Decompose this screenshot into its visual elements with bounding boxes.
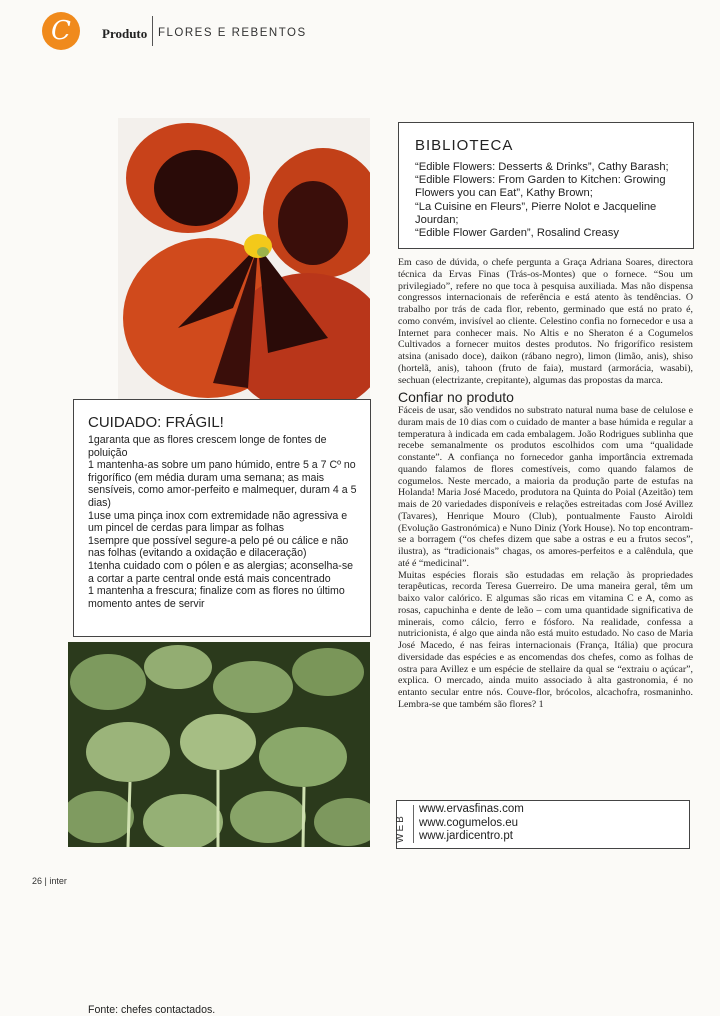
biblioteca-title: BIBLIOTECA: [415, 137, 514, 154]
logo-letter: C: [51, 16, 71, 46]
biblioteca-box: [398, 122, 694, 249]
cuidado-fragil-box: [73, 399, 371, 1016]
care-tip: 1 mantenha a frescura; finalize com as flores no último momento antes de servir: [88, 585, 345, 610]
book-entry: “La Cuisine en Fleurs”, Pierre Nolot e Jacqueline Jourdan;: [415, 200, 657, 226]
subsection-label: FLORES E REBENTOS: [158, 27, 307, 39]
book-entry: “Edible Flower Garden”, Rosalind Creasy: [415, 227, 619, 240]
care-tips-list: [88, 434, 360, 610]
article-paragraph: Muitas espécies florais são estudadas em relação às propriedades terapêuticas, recorda Teresa Guerreiro. De uma maneira geral, têm um baixo valor calórico. E algumas são ricas em vitamina C e A, como as rosas, capuchinha e dente de leão – com uma quantidade significativa de minerais, como cálcio, ferro e fósforo. Na realidade, confessa a nutricionista, é algo que ainda não está muito estudado. No caso de Maria José Macedo, é nas feiras internacionais (França, Itália) que procura diversidade das espécies e as encomendas dos chefes, como as folhas de ostra para Avillez e um espécie de stellaire da qual se “extraiu o açúcar”, explica. O mercado, ainda muito associado à alta gastronomia, é no entanto secular entre nós. Couve-flor, brócolos, alcachofra, rosmaninho. Lembra-se que também são flores? 1: [398, 569, 693, 710]
web-divider: [413, 805, 414, 843]
page-number: 26: [32, 876, 43, 886]
biblioteca-list: [415, 161, 689, 240]
care-tip: 1 mantenha-as sobre um pano húmido, entre 5 a 7 Cº no frigorífico (em média duram uma semana; as mais sensíveis, como amor-perfeito e malmequer, duram 4 a 5 dias): [88, 459, 357, 509]
book-entry: “Edible Flowers: Desserts & Drinks”, Cathy Barash;: [415, 161, 669, 173]
green-sprouts-photo: [68, 642, 370, 847]
web-link[interactable]: www.jardicentro.pt: [419, 830, 513, 842]
header-divider: [152, 16, 153, 46]
article-body: [398, 257, 693, 711]
web-label: WEB: [395, 814, 406, 843]
magazine-logo: [42, 12, 80, 50]
care-tip: 1garanta que as flores crescem longe de fontes de poluição: [88, 434, 327, 459]
pansy-flower-illustration: [118, 118, 370, 400]
pansy-flower-photo: [118, 118, 370, 400]
care-tip: 1use uma pinça inox com extremidade não agressiva e um pincel de cerdas para limpar as folhas: [88, 509, 348, 535]
book-entry: “Edible Flowers: From Garden to Kitchen: Growing Flowers you can Eat”, Kathy Brown;: [415, 174, 666, 200]
web-link[interactable]: www.cogumelos.eu: [419, 816, 519, 829]
section-label: Produto: [102, 26, 148, 41]
care-tip: 1tenha cuidado com o pólen e as alergias; aconselha-se a cortar a parte central onde está mais concentrado: [88, 559, 354, 585]
footer-separator: |: [44, 876, 47, 886]
page-footer: [32, 876, 67, 886]
article-paragraph: Em caso de dúvida, o chefe pergunta a Graça Adriana Soares, directora técnica da Ervas Finas (Trás-os-Montes) que o fornece. “Sou um privilegiado”, refere no que toca à pesquisa auxiliada. Mas não dispensa congressos internacionais de referência e está atento às tendências. O trabalho por trás de cada flor, rebento, germinado que está no prato é, como convém, invisível ao cliente. Celestino confia no fornecedor e usa a Internet para conhecer mais. No Altis e no Sheraton é a Cogumelos Cultivados a fornecer muitos destes produtos. No frigorífico resistem atsina (anisado doce), daikon (rábano negro), limon (limão, anis), shiso (hortelã, anis), tahoon (fruto de faia), mustard (armorácia, wasabi), sechuan (electrizante, crepitante), algumas das propostas da marca.: [398, 257, 693, 386]
article-subheading: Confiar no produto: [398, 389, 514, 406]
care-tip: 1sempre que possível segure-a pelo pé ou cálice e não nas folhas (evitando a oxidação e dilaceração): [88, 534, 349, 560]
web-link[interactable]: www.ervasfinas.com: [419, 803, 524, 815]
sprouts-illustration: [68, 642, 370, 847]
source-note: Fonte: chefes contactados.: [88, 1004, 216, 1016]
web-url-list: [419, 803, 524, 844]
article-paragraph: Fáceis de usar, são vendidos no substrato natural numa base de celulose e duram mais de 10 dias com o cuidado de manter a base húmida e regular a temperatura à indicada em cada embalagem. João Rodrigues sublinha que recebe semanalmente os produtos escolhidos com uma “qualidade constante”. A confiança no fornecedor ganha importância extremada quando falamos de flores comestíveis, como quando falamos de cogumelos. Neste mercado, a maioria da produção parte de estufas na Holanda! Maria José Macedo, produtora na Quinta do Poial (Azeitão) tem mais de 20 variedades disponíveis e relações estreitadas com José Avillez (Tavares), Henrique Mouro (Club), pontualmente Fausto Airoldi (Evolução Gastronómica) e Nuno Diniz (York House). No top encontram-se a borragem (“os chefes dizem que sabe a ostras e eu a frutos secos”, ilustra), as “tradicionais” chagas, os amores-perfeitos e a calêndula, que até é “medicinal”.: [398, 405, 693, 569]
cuidado-title: CUIDADO: FRÁGIL!: [88, 414, 224, 431]
web-links-box: [396, 800, 690, 849]
magazine-name: inter: [49, 876, 67, 886]
